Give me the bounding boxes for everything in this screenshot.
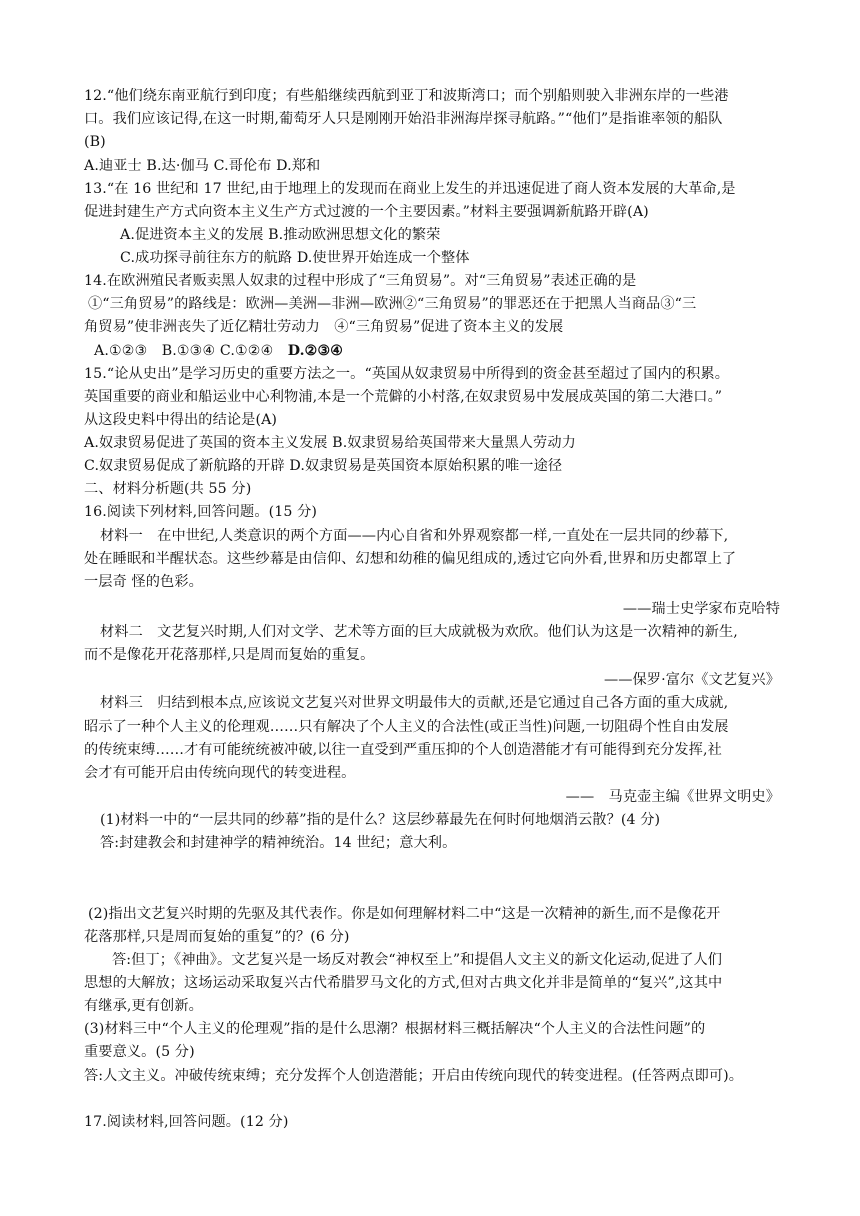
q17-stem: 17.阅读材料,回答问题。(12 分): [84, 1114, 289, 1130]
section-heading: 二、材料分析题(共 55 分): [84, 481, 252, 497]
q13-options-cd: C.成功探寻前往东方的航路 D.使世界开始连成一个整体: [120, 250, 470, 266]
q14-options: [94, 339, 343, 363]
q15-options-ab: A.奴隶贸易促进了英国的资本主义发展 B.奴隶贸易给英国带来大量黑人劳动力: [84, 435, 576, 451]
q16-sub2-answer-2: 思想的大解放；这场运动采取复兴古代希腊罗马文化的方式,但对古典文化并非是简单的“复兴”,这其中: [84, 975, 723, 991]
material-3-line-1: 材料三 归结到根本点,应该说文艺复兴对世界文明最伟大的贡献,还是它通过自己各方面的重大成就,: [100, 695, 729, 711]
q14-stem: 14.在欧洲殖民者贩卖黑人奴隶的过程中形成了“三角贸易”。对“三角贸易”表述正确的是: [84, 273, 637, 289]
q16-sub2-answer-3: 有继承,更有创新。: [84, 998, 203, 1014]
material-3-line-4: 会才有可能开启由传统向现代的转变进程。: [84, 765, 356, 781]
q15-options-cd: C.奴隶贸易促成了新航路的开辟 D.奴隶贸易是英国资本原始积累的唯一途径: [84, 458, 563, 474]
material-1-source: ——瑞士史学家布克哈特: [622, 601, 780, 617]
q16-sub3-line-1: (3)材料三中“个人主义的伦理观”指的是什么思潮？根据材料三概括解决“个人主义的合法性问题”的: [84, 1021, 706, 1037]
material-1-line-1: 材料一 在中世纪,人类意识的两个方面——内心自省和外界观察都一样,一直处在一层共同的纱幕下,: [100, 528, 729, 544]
q16-sub1-answer: 答:封建教会和封建神学的精神统治。14 世纪；意大利。: [100, 835, 457, 851]
q12-line-1: 12.“他们绕东南亚航行到印度；有些船继续西航到亚丁和波斯湾口；而个别船则驶入非洲东岸的一些港: [84, 88, 729, 104]
q13-options-ab: A.促进资本主义的发展 B.推动欧洲思想文化的繁荣: [120, 227, 441, 243]
q12-answer: (B): [84, 134, 106, 150]
material-2-source: ——保罗·富尔《文艺复兴》: [603, 672, 780, 688]
q14-statements-2: 角贸易”使非洲丧失了近亿精壮劳动力 ④“三角贸易”促进了资本主义的发展: [84, 319, 564, 335]
material-3-line-3: 的传统束缚……才有可能统统被冲破,以往一直受到严重压抑的个人创造潜能才有可能得到充分发挥,社: [84, 742, 722, 758]
q15-line-3: 从这段史料中得出的结论是(A): [84, 412, 278, 428]
q16-sub2-answer-1: 答:但丁；《神曲》。文艺复兴是一场反对教会“神权至上”和提倡人文主义的新文化运动,促进了人们: [112, 952, 723, 968]
q13-line-2: 促进封建生产方式向资本主义生产方式过渡的一个主要因素。”材料主要强调新航路开辟(A): [84, 204, 649, 220]
q16-sub3-line-2: 重要意义。(5 分): [84, 1044, 195, 1060]
material-2-line-1: 材料二 文艺复兴时期,人们对文学、艺术等方面的巨大成就极为欢欣。他们认为这是一次精神的新生,: [100, 624, 738, 640]
q16-sub2-line-1: (2)指出文艺复兴时期的先驱及其代表作。你是如何理解材料二中“这是一次精神的新生,而不是像花开: [88, 906, 721, 922]
q12-options: A.迪亚士 B.达·伽马 C.哥伦布 D.郑和: [84, 158, 321, 174]
material-3-line-2: 昭示了一种个人主义的伦理观……只有解决了个人主义的合法性(或正当性)问题,一切阻碍个性自由发展: [84, 719, 729, 735]
q16-sub3-answer: 答:人文主义。冲破传统束缚；充分发挥个人创造潜能；开启由传统向现代的转变进程。(任答两点即可)。: [84, 1068, 744, 1084]
material-2-line-2: 而不是像花开花落那样,只是周而复始的重复。: [84, 647, 375, 663]
q16-sub1: (1)材料一中的“一层共同的纱幕”指的是什么？这层纱幕最先在何时何地烟消云散？(4 分): [100, 812, 661, 828]
material-1-line-2: 处在睡眠和半醒状态。这些纱幕是由信仰、幻想和幼稚的偏见组成的,透过它向外看,世界和历史都罩上了: [84, 551, 737, 567]
q14-option-d: D.②③④: [287, 343, 344, 359]
q16-stem: 16.阅读下列材料,回答问题。(15 分): [84, 504, 318, 520]
q12-line-2: 口。我们应该记得,在这一时期,葡萄牙人只是刚刚开始沿非洲海岸探寻航路。”“他们”是指谁率领的船队: [84, 111, 723, 127]
material-3-source: —— 马克壶主编《世界文明史》: [565, 789, 780, 805]
q14-statements-1: ①“三角贸易”的路线是：欧洲—美洲—非洲—欧洲②“三角贸易”的罪恶还在于把黑人当商品③“三: [88, 296, 697, 312]
q15-line-1: 15.“论从史出”是学习历史的重要方法之一。“英国从奴隶贸易中所得到的资金甚至超过了国内的积累。: [84, 366, 729, 382]
q14-options-abc: A.①②③ B.①③④ C.①②④: [94, 343, 288, 359]
q16-sub2-line-2: 花落那样,只是周而复始的重复”的？(6 分): [84, 929, 350, 945]
material-1-line-3: 一层奇 怪的色彩。: [84, 574, 203, 590]
q13-line-1: 13.“在 16 世纪和 17 世纪,由于地理上的发现而在商业上发生的并迅速促进了商人资本发展的大革命,是: [84, 181, 736, 197]
q15-line-2: 英国重要的商业和船运业中心利物浦,本是一个荒僻的小村落,在奴隶贸易中发展成英国的第二大港口。”: [84, 389, 723, 405]
